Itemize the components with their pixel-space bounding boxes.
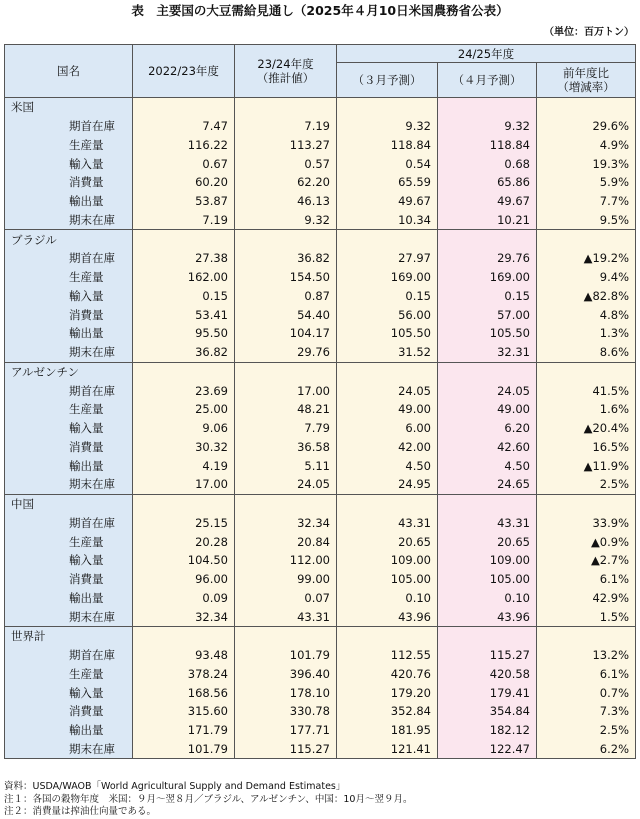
item-label: 期末在庫 bbox=[69, 609, 115, 624]
value-march-forecast: 49.00 bbox=[337, 400, 438, 419]
column-header-yoy bbox=[537, 63, 636, 98]
value-2023-24: 330.78 bbox=[235, 702, 337, 721]
value-2022-23: 30.32 bbox=[133, 438, 235, 457]
value-2023-24: 43.31 bbox=[235, 607, 337, 626]
value-march-forecast: 43.96 bbox=[337, 607, 438, 626]
table-row bbox=[5, 136, 636, 155]
note-2: 注２：消費量は搾油仕向量である。 bbox=[4, 806, 157, 817]
table-row bbox=[5, 154, 636, 173]
value-march-forecast: 179.20 bbox=[337, 683, 438, 702]
table-row bbox=[5, 532, 636, 551]
value-2023-24: 17.00 bbox=[235, 381, 337, 400]
value-april-forecast: 354.84 bbox=[438, 702, 537, 721]
value-march-forecast: 4.50 bbox=[337, 456, 438, 475]
value-april-forecast: 179.41 bbox=[438, 683, 537, 702]
value-2023-24: 154.50 bbox=[235, 268, 337, 287]
value-march-forecast: 56.00 bbox=[337, 305, 438, 324]
value-april-forecast: 10.21 bbox=[438, 211, 537, 230]
item-label: 消費量 bbox=[69, 175, 104, 190]
column-header-2023-24-line2: （推計値） bbox=[256, 71, 315, 85]
item-label: 消費量 bbox=[69, 572, 104, 587]
value-2022-23: 378.24 bbox=[133, 665, 235, 684]
empty-cell bbox=[337, 362, 438, 381]
item-cell bbox=[5, 683, 133, 702]
table-row bbox=[5, 211, 636, 230]
value-march-forecast: 118.84 bbox=[337, 136, 438, 155]
item-label: 期末在庫 bbox=[69, 477, 115, 492]
value-2022-23: 53.87 bbox=[133, 192, 235, 211]
value-april-forecast: 49.67 bbox=[438, 192, 537, 211]
empty-cell bbox=[337, 230, 438, 249]
item-label: 輸出量 bbox=[69, 458, 104, 473]
value-2022-23: 27.38 bbox=[133, 249, 235, 268]
country-name: ブラジル bbox=[5, 230, 133, 249]
value-march-forecast: 6.00 bbox=[337, 419, 438, 438]
value-2022-23: 0.15 bbox=[133, 287, 235, 306]
value-april-forecast: 105.00 bbox=[438, 570, 537, 589]
value-april-forecast: 0.68 bbox=[438, 154, 537, 173]
value-2022-23: 95.50 bbox=[133, 324, 235, 343]
value-2023-24: 24.05 bbox=[235, 475, 337, 494]
value-2022-23: 93.48 bbox=[133, 646, 235, 665]
table-row bbox=[5, 249, 636, 268]
table-row bbox=[5, 268, 636, 287]
item-cell bbox=[5, 721, 133, 740]
item-label: 輸出量 bbox=[69, 194, 104, 209]
value-march-forecast: 112.55 bbox=[337, 646, 438, 665]
item-label: 期首在庫 bbox=[69, 383, 115, 398]
value-yoy: ▲19.2% bbox=[537, 249, 636, 268]
value-yoy: 7.3% bbox=[537, 702, 636, 721]
table-row bbox=[5, 381, 636, 400]
group-header-2024-25: 24/25年度 bbox=[337, 45, 636, 63]
value-yoy: 1.3% bbox=[537, 324, 636, 343]
table-row bbox=[5, 514, 636, 533]
table-row bbox=[5, 570, 636, 589]
value-2023-24: 46.13 bbox=[235, 192, 337, 211]
item-label: 輸出量 bbox=[69, 326, 104, 341]
table-row bbox=[5, 173, 636, 192]
empty-cell bbox=[235, 494, 337, 513]
item-cell bbox=[5, 324, 133, 343]
item-label: 生産量 bbox=[69, 402, 104, 417]
item-cell bbox=[5, 607, 133, 626]
value-march-forecast: 27.97 bbox=[337, 249, 438, 268]
item-cell bbox=[5, 514, 133, 533]
table-body bbox=[5, 98, 636, 759]
value-april-forecast: 420.58 bbox=[438, 665, 537, 684]
value-2022-23: 7.19 bbox=[133, 211, 235, 230]
table-row bbox=[5, 683, 636, 702]
value-march-forecast: 169.00 bbox=[337, 268, 438, 287]
table-row bbox=[5, 287, 636, 306]
value-2022-23: 9.06 bbox=[133, 419, 235, 438]
unit-label: （単位：百万トン） bbox=[544, 27, 634, 38]
value-yoy: ▲20.4% bbox=[537, 419, 636, 438]
value-2022-23: 0.09 bbox=[133, 589, 235, 608]
value-april-forecast: 24.05 bbox=[438, 381, 537, 400]
value-march-forecast: 420.76 bbox=[337, 665, 438, 684]
value-2022-23: 116.22 bbox=[133, 136, 235, 155]
source-note: 資料：USDA/WAOB「World Agricultural Supply and Demand Estimates」 bbox=[4, 781, 346, 792]
value-yoy: 4.8% bbox=[537, 305, 636, 324]
empty-cell bbox=[133, 98, 235, 117]
note-1: 注１：各国の穀物年度 米国：９月～翌８月／ブラジル、アルゼンチン、中国：10月～翌９月。 bbox=[4, 793, 413, 805]
value-march-forecast: 20.65 bbox=[337, 532, 438, 551]
item-cell bbox=[5, 192, 133, 211]
item-label: 生産量 bbox=[69, 534, 104, 549]
value-2023-24: 7.79 bbox=[235, 419, 337, 438]
value-2023-24: 36.58 bbox=[235, 438, 337, 457]
value-march-forecast: 24.05 bbox=[337, 381, 438, 400]
value-yoy: 7.7% bbox=[537, 192, 636, 211]
value-yoy: ▲0.9% bbox=[537, 532, 636, 551]
value-yoy: 6.1% bbox=[537, 570, 636, 589]
item-cell bbox=[5, 532, 133, 551]
item-label: 期末在庫 bbox=[69, 741, 115, 756]
value-2023-24: 113.27 bbox=[235, 136, 337, 155]
table-row bbox=[5, 400, 636, 419]
value-2023-24: 115.27 bbox=[235, 740, 337, 759]
table-row bbox=[5, 192, 636, 211]
value-march-forecast: 109.00 bbox=[337, 551, 438, 570]
empty-cell bbox=[337, 98, 438, 117]
value-2023-24: 396.40 bbox=[235, 665, 337, 684]
value-april-forecast: 4.50 bbox=[438, 456, 537, 475]
table-row bbox=[5, 721, 636, 740]
value-yoy: 6.2% bbox=[537, 740, 636, 759]
value-2023-24: 9.32 bbox=[235, 211, 337, 230]
value-yoy: 2.5% bbox=[537, 475, 636, 494]
empty-cell bbox=[133, 494, 235, 513]
item-label: 輸入量 bbox=[69, 156, 104, 171]
table-row bbox=[5, 456, 636, 475]
country-group-row bbox=[5, 494, 636, 513]
value-2023-24: 54.40 bbox=[235, 305, 337, 324]
value-2023-24: 0.07 bbox=[235, 589, 337, 608]
empty-cell bbox=[337, 627, 438, 646]
item-cell bbox=[5, 438, 133, 457]
value-april-forecast: 32.31 bbox=[438, 343, 537, 362]
table-row bbox=[5, 419, 636, 438]
value-2022-23: 20.28 bbox=[133, 532, 235, 551]
empty-cell bbox=[235, 362, 337, 381]
value-yoy: 41.5% bbox=[537, 381, 636, 400]
empty-cell bbox=[133, 362, 235, 381]
value-april-forecast: 24.65 bbox=[438, 475, 537, 494]
item-cell bbox=[5, 287, 133, 306]
value-2023-24: 32.34 bbox=[235, 514, 337, 533]
item-cell bbox=[5, 154, 133, 173]
value-april-forecast: 29.76 bbox=[438, 249, 537, 268]
table-row bbox=[5, 551, 636, 570]
item-label: 輸入量 bbox=[69, 685, 104, 700]
item-cell bbox=[5, 400, 133, 419]
country-group-row bbox=[5, 98, 636, 117]
value-2023-24: 112.00 bbox=[235, 551, 337, 570]
value-2022-23: 23.69 bbox=[133, 381, 235, 400]
country-group-row bbox=[5, 627, 636, 646]
value-2023-24: 48.21 bbox=[235, 400, 337, 419]
item-cell bbox=[5, 665, 133, 684]
item-cell bbox=[5, 211, 133, 230]
value-2023-24: 36.82 bbox=[235, 249, 337, 268]
item-label: 輸出量 bbox=[69, 723, 104, 738]
country-name: 米国 bbox=[5, 98, 133, 117]
value-2022-23: 25.15 bbox=[133, 514, 235, 533]
value-2023-24: 62.20 bbox=[235, 173, 337, 192]
country-column-header: 国名 bbox=[5, 45, 133, 98]
value-march-forecast: 0.15 bbox=[337, 287, 438, 306]
item-cell bbox=[5, 268, 133, 287]
item-cell bbox=[5, 305, 133, 324]
value-2022-23: 60.20 bbox=[133, 173, 235, 192]
value-april-forecast: 169.00 bbox=[438, 268, 537, 287]
table-row bbox=[5, 324, 636, 343]
country-name: アルゼンチン bbox=[5, 362, 133, 381]
value-2023-24: 104.17 bbox=[235, 324, 337, 343]
value-yoy: 33.9% bbox=[537, 514, 636, 533]
value-march-forecast: 121.41 bbox=[337, 740, 438, 759]
empty-cell bbox=[537, 362, 636, 381]
value-april-forecast: 43.31 bbox=[438, 514, 537, 533]
item-label: 輸入量 bbox=[69, 421, 104, 436]
value-2022-23: 315.60 bbox=[133, 702, 235, 721]
item-label: 期首在庫 bbox=[69, 515, 115, 530]
empty-cell bbox=[438, 230, 537, 249]
value-march-forecast: 105.00 bbox=[337, 570, 438, 589]
item-label: 生産量 bbox=[69, 137, 104, 152]
value-april-forecast: 43.96 bbox=[438, 607, 537, 626]
value-april-forecast: 6.20 bbox=[438, 419, 537, 438]
empty-cell bbox=[235, 627, 337, 646]
country-name: 世界計 bbox=[5, 627, 133, 646]
table-row bbox=[5, 305, 636, 324]
empty-cell bbox=[438, 627, 537, 646]
item-cell bbox=[5, 419, 133, 438]
column-header-2023-24-line1: 23/24年度 bbox=[257, 57, 314, 71]
item-cell bbox=[5, 136, 133, 155]
item-cell bbox=[5, 570, 133, 589]
table-row bbox=[5, 646, 636, 665]
item-cell bbox=[5, 551, 133, 570]
value-april-forecast: 0.15 bbox=[438, 287, 537, 306]
table-row bbox=[5, 607, 636, 626]
value-march-forecast: 0.54 bbox=[337, 154, 438, 173]
table-title: 表 主要国の大豆需給見通し（2025年４月10日米国農務省公表） bbox=[131, 3, 509, 18]
item-cell bbox=[5, 646, 133, 665]
value-2022-23: 53.41 bbox=[133, 305, 235, 324]
value-april-forecast: 109.00 bbox=[438, 551, 537, 570]
value-2022-23: 0.67 bbox=[133, 154, 235, 173]
value-yoy: 1.5% bbox=[537, 607, 636, 626]
value-march-forecast: 10.34 bbox=[337, 211, 438, 230]
value-april-forecast: 115.27 bbox=[438, 646, 537, 665]
empty-cell bbox=[133, 230, 235, 249]
value-yoy: 9.4% bbox=[537, 268, 636, 287]
value-yoy: ▲11.9% bbox=[537, 456, 636, 475]
country-group-row bbox=[5, 362, 636, 381]
country-group-row bbox=[5, 230, 636, 249]
column-header-yoy-line2: （増減率） bbox=[557, 80, 615, 94]
empty-cell bbox=[537, 627, 636, 646]
item-cell bbox=[5, 456, 133, 475]
value-yoy: 9.5% bbox=[537, 211, 636, 230]
table-row bbox=[5, 117, 636, 136]
value-yoy: 4.9% bbox=[537, 136, 636, 155]
empty-cell bbox=[537, 98, 636, 117]
empty-cell bbox=[438, 98, 537, 117]
value-yoy: 29.6% bbox=[537, 117, 636, 136]
item-label: 生産量 bbox=[69, 666, 104, 681]
value-yoy: ▲2.7% bbox=[537, 551, 636, 570]
item-cell bbox=[5, 475, 133, 494]
item-cell bbox=[5, 173, 133, 192]
value-yoy: 13.2% bbox=[537, 646, 636, 665]
value-yoy: ▲82.8% bbox=[537, 287, 636, 306]
table-row bbox=[5, 589, 636, 608]
item-cell bbox=[5, 702, 133, 721]
value-2022-23: 7.47 bbox=[133, 117, 235, 136]
value-march-forecast: 0.10 bbox=[337, 589, 438, 608]
table-row bbox=[5, 665, 636, 684]
value-yoy: 0.7% bbox=[537, 683, 636, 702]
value-march-forecast: 24.95 bbox=[337, 475, 438, 494]
item-label: 輸入量 bbox=[69, 288, 104, 303]
empty-cell bbox=[537, 494, 636, 513]
value-march-forecast: 65.59 bbox=[337, 173, 438, 192]
value-2023-24: 7.19 bbox=[235, 117, 337, 136]
column-header-april-forecast: （４月予測） bbox=[438, 63, 537, 98]
item-cell bbox=[5, 740, 133, 759]
value-2022-23: 101.79 bbox=[133, 740, 235, 759]
item-label: 期末在庫 bbox=[69, 345, 115, 360]
empty-cell bbox=[438, 362, 537, 381]
value-april-forecast: 105.50 bbox=[438, 324, 537, 343]
value-april-forecast: 9.32 bbox=[438, 117, 537, 136]
value-2023-24: 178.10 bbox=[235, 683, 337, 702]
value-yoy: 16.5% bbox=[537, 438, 636, 457]
value-2023-24: 29.76 bbox=[235, 343, 337, 362]
value-2023-24: 5.11 bbox=[235, 456, 337, 475]
empty-cell bbox=[537, 230, 636, 249]
table-row bbox=[5, 702, 636, 721]
value-march-forecast: 43.31 bbox=[337, 514, 438, 533]
value-2022-23: 96.00 bbox=[133, 570, 235, 589]
item-cell bbox=[5, 117, 133, 136]
item-cell bbox=[5, 249, 133, 268]
value-april-forecast: 49.00 bbox=[438, 400, 537, 419]
item-cell bbox=[5, 589, 133, 608]
value-yoy: 5.9% bbox=[537, 173, 636, 192]
item-label: 輸出量 bbox=[69, 590, 104, 605]
empty-cell bbox=[235, 230, 337, 249]
value-2022-23: 36.82 bbox=[133, 343, 235, 362]
value-2023-24: 20.84 bbox=[235, 532, 337, 551]
column-header-march-forecast: （３月予測） bbox=[337, 63, 438, 98]
empty-cell bbox=[337, 494, 438, 513]
item-label: 期首在庫 bbox=[69, 119, 115, 134]
value-april-forecast: 20.65 bbox=[438, 532, 537, 551]
value-2022-23: 25.00 bbox=[133, 400, 235, 419]
value-april-forecast: 182.12 bbox=[438, 721, 537, 740]
item-cell bbox=[5, 381, 133, 400]
value-yoy: 42.9% bbox=[537, 589, 636, 608]
item-label: 消費量 bbox=[69, 439, 104, 454]
table-row bbox=[5, 438, 636, 457]
value-yoy: 8.6% bbox=[537, 343, 636, 362]
value-april-forecast: 57.00 bbox=[438, 305, 537, 324]
value-2023-24: 0.87 bbox=[235, 287, 337, 306]
soybean-supply-demand-table bbox=[4, 44, 636, 759]
column-header-yoy-line1: 前年度比 bbox=[563, 66, 609, 80]
value-yoy: 2.5% bbox=[537, 721, 636, 740]
value-2022-23: 17.00 bbox=[133, 475, 235, 494]
item-label: 期首在庫 bbox=[69, 648, 115, 663]
item-label: 消費量 bbox=[69, 307, 104, 322]
value-yoy: 19.3% bbox=[537, 154, 636, 173]
value-2022-23: 168.56 bbox=[133, 683, 235, 702]
empty-cell bbox=[438, 494, 537, 513]
value-april-forecast: 65.86 bbox=[438, 173, 537, 192]
value-2023-24: 101.79 bbox=[235, 646, 337, 665]
value-yoy: 1.6% bbox=[537, 400, 636, 419]
table-row bbox=[5, 475, 636, 494]
value-march-forecast: 181.95 bbox=[337, 721, 438, 740]
value-2023-24: 177.71 bbox=[235, 721, 337, 740]
value-2022-23: 171.79 bbox=[133, 721, 235, 740]
value-april-forecast: 0.10 bbox=[438, 589, 537, 608]
value-yoy: 6.1% bbox=[537, 665, 636, 684]
value-march-forecast: 49.67 bbox=[337, 192, 438, 211]
value-2023-24: 0.57 bbox=[235, 154, 337, 173]
column-header-2022-23: 2022/23年度 bbox=[133, 45, 235, 98]
item-cell bbox=[5, 343, 133, 362]
item-label: 消費量 bbox=[69, 704, 104, 719]
item-label: 期末在庫 bbox=[69, 212, 115, 227]
value-april-forecast: 42.60 bbox=[438, 438, 537, 457]
empty-cell bbox=[133, 627, 235, 646]
value-2023-24: 99.00 bbox=[235, 570, 337, 589]
country-name: 中国 bbox=[5, 494, 133, 513]
value-april-forecast: 122.47 bbox=[438, 740, 537, 759]
empty-cell bbox=[235, 98, 337, 117]
notes-section bbox=[4, 781, 636, 819]
value-april-forecast: 118.84 bbox=[438, 136, 537, 155]
value-march-forecast: 31.52 bbox=[337, 343, 438, 362]
table-row bbox=[5, 343, 636, 362]
table-row bbox=[5, 740, 636, 759]
item-label: 生産量 bbox=[69, 270, 104, 285]
value-2022-23: 4.19 bbox=[133, 456, 235, 475]
item-label: 期首在庫 bbox=[69, 251, 115, 266]
value-march-forecast: 105.50 bbox=[337, 324, 438, 343]
table-header bbox=[5, 45, 636, 98]
value-2022-23: 162.00 bbox=[133, 268, 235, 287]
value-march-forecast: 352.84 bbox=[337, 702, 438, 721]
column-header-2023-24 bbox=[235, 45, 337, 98]
value-march-forecast: 42.00 bbox=[337, 438, 438, 457]
value-2022-23: 32.34 bbox=[133, 607, 235, 626]
item-label: 輸入量 bbox=[69, 553, 104, 568]
value-2022-23: 104.50 bbox=[133, 551, 235, 570]
value-march-forecast: 9.32 bbox=[337, 117, 438, 136]
